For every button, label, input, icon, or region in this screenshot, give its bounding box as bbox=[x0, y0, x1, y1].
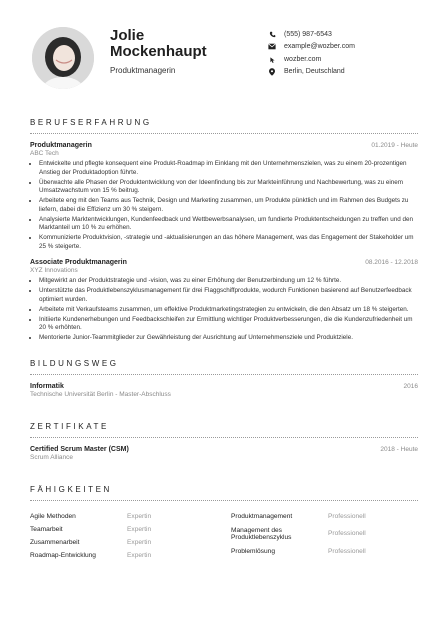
job-bullet: • Arbeitete mit Verkaufsteams zusammen, um effektive Produktmarketingstrategien zu entwickeln, die den Absatz um 18 % steigerten. bbox=[39, 306, 418, 315]
certificates-section bbox=[30, 422, 418, 461]
education-institution: Technische Universität Berlin - Master-Abschluss bbox=[30, 390, 171, 398]
skill-level: Expertin bbox=[127, 512, 152, 520]
last-name: Mockenhaupt bbox=[110, 43, 207, 60]
skill-name: Produktmanagement bbox=[231, 512, 293, 520]
skill-item bbox=[30, 549, 217, 562]
contact-location bbox=[268, 66, 355, 79]
skills-column-right bbox=[231, 510, 418, 562]
skill-name: Management des Produktlebenszyklus bbox=[231, 526, 292, 541]
skill-level: Professionell bbox=[328, 530, 366, 537]
skill-level: Expertin bbox=[127, 538, 152, 546]
job-bullet: • Mitgewirkt an der Produktstrategie und -vision, was zu einer Erhöhung der Benutzerbindung um 12 % führte. bbox=[39, 277, 418, 286]
profile-photo bbox=[32, 27, 94, 89]
section-heading-education: BILDUNGSWEG bbox=[30, 359, 418, 375]
resume-header bbox=[30, 0, 418, 108]
job-bullet: • Arbeitete eng mit den Teams aus Technik, Design und Marketing zusammen, um Produkte pünktlich und im Rahmen des Budgets zu liefern, dabei die Effizienz um 30 % steigern. bbox=[39, 197, 418, 214]
job-bullet: • Initiierte Kundenerhebungen und Feedbackschleifen zur Ermittlung wichtiger Produktverbesserungen, die die Kundenzufriedenheit um 20 % erhöhten. bbox=[39, 316, 418, 333]
website-text[interactable]: wozber.com bbox=[284, 55, 322, 63]
section-heading-experience: BERUFSERFAHRUNG bbox=[30, 118, 418, 134]
job-bullet: • Entwickelte und pflegte konsequent eine Produkt-Roadmap im Einklang mit den Unternehmenszielen, was zu einem 20-prozentigen Anstieg der Produktadoption führte. bbox=[39, 160, 418, 177]
phone-icon bbox=[268, 30, 276, 38]
skill-level: Professionell bbox=[328, 512, 366, 520]
first-name: Jolie bbox=[110, 27, 145, 44]
section-heading-certificates: ZERTIFIKATE bbox=[30, 422, 418, 438]
contact-phone bbox=[268, 28, 355, 41]
job-bullet: • Unterstützte das Produktlebenszyklusmanagement für drei Flaggschiffprodukte, wodurch Funktionen basierend auf Benutzerfeedback optimiert wurden. bbox=[39, 287, 418, 304]
portrait-image bbox=[32, 27, 94, 89]
phone-text: (555) 987-6543 bbox=[284, 30, 332, 38]
location-icon bbox=[268, 68, 276, 76]
person-name bbox=[110, 28, 207, 60]
contact-list bbox=[268, 28, 355, 78]
job-title-entry: Associate Produktmanagerin bbox=[30, 259, 127, 266]
education-section bbox=[30, 359, 418, 398]
certificate-issuer: Scrum Alliance bbox=[30, 453, 73, 461]
certificate-date: 2018 - Heute bbox=[380, 445, 418, 453]
skill-level: Expertin bbox=[127, 551, 152, 559]
section-heading-skills: FÄHIGKEITEN bbox=[30, 485, 418, 501]
link-icon bbox=[268, 55, 276, 63]
skill-item bbox=[231, 545, 418, 558]
education-date: 2016 bbox=[403, 382, 418, 390]
skills-column-left bbox=[30, 510, 217, 562]
job-bullet: • Mentorierte Junior-Teammitglieder zur Gewährleistung der Ausrichtung auf Unternehmensziele und Produktziele. bbox=[39, 334, 418, 343]
skill-name: Zusammenarbeit bbox=[30, 538, 80, 546]
email-icon bbox=[268, 43, 276, 51]
job-company: ABC Tech bbox=[30, 150, 59, 157]
skill-item bbox=[231, 523, 418, 545]
job-bullet: • Kommunizierte Produktvision, -strategie und -aktualisierungen an das höhere Management, was das Engagement der Stakeholder um 25 % steigerte. bbox=[39, 234, 418, 251]
job-bullets bbox=[30, 160, 418, 251]
skills-section bbox=[30, 485, 418, 562]
job-entry bbox=[30, 259, 418, 343]
skill-item bbox=[231, 510, 418, 523]
job-date: 08.2016 - 12.2018 bbox=[365, 259, 418, 266]
job-date: 01.2019 - Heute bbox=[371, 142, 418, 149]
skill-item bbox=[30, 536, 217, 549]
job-bullets bbox=[30, 277, 418, 343]
skill-name: Teamarbeit bbox=[30, 525, 63, 533]
skill-level: Professionell bbox=[328, 547, 366, 555]
job-title-entry: Produktmanagerin bbox=[30, 142, 92, 149]
contact-email bbox=[268, 41, 355, 54]
email-text[interactable]: example@wozber.com bbox=[284, 43, 355, 51]
certificate-entry bbox=[30, 446, 418, 461]
skill-level: Expertin bbox=[127, 525, 152, 533]
skill-item bbox=[30, 523, 217, 536]
job-company: XYZ Innovations bbox=[30, 267, 78, 274]
job-entry bbox=[30, 142, 418, 251]
degree-title: Informatik bbox=[30, 382, 64, 390]
education-entry bbox=[30, 383, 418, 398]
job-bullet: • Überwachte alle Phasen der Produktentwicklung von der Ideenfindung bis zur Markteinführung und Nachbewertung, was zu einem Umsatzwachstum von 15 % beitrug. bbox=[39, 179, 418, 196]
skill-name: Roadmap-Entwicklung bbox=[30, 551, 96, 559]
contact-website bbox=[268, 53, 355, 66]
job-title: Produktmanagerin bbox=[110, 66, 176, 75]
job-bullet: • Analysierte Marktentwicklungen, Kundenfeedback und Wettbewerbsanalysen, um fundierte Produktentscheidungen zu treffen und den Marktanteil um 10 % zu erhöhen. bbox=[39, 216, 418, 233]
skill-item bbox=[30, 510, 217, 523]
skill-name: Agile Methoden bbox=[30, 512, 76, 520]
skill-name: Problemlösung bbox=[231, 547, 275, 555]
experience-section bbox=[30, 118, 418, 343]
location-text: Berlin, Deutschland bbox=[284, 68, 345, 76]
skills-grid bbox=[30, 510, 418, 562]
certificate-title: Certified Scrum Master (CSM) bbox=[30, 445, 129, 453]
